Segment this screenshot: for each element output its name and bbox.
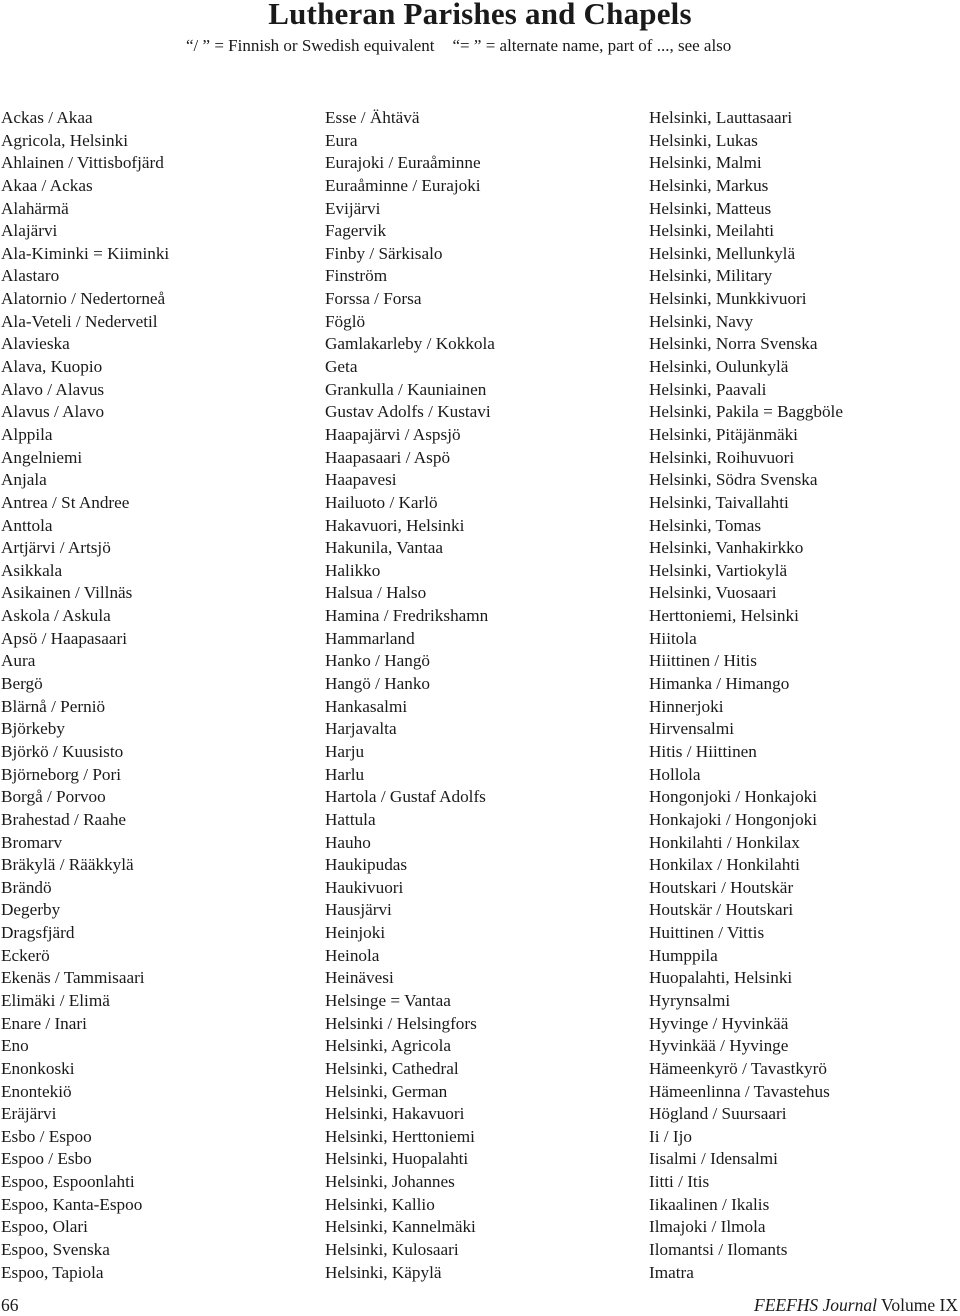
parish-entry: Helsinki, Oulunkylä xyxy=(649,357,789,377)
parish-entry: Ackas / Akaa xyxy=(1,108,93,127)
parish-entry: Björkö / Kuusisto xyxy=(1,741,124,761)
parish-entry: Euraåminne / Eurajoki xyxy=(325,175,481,195)
parish-entry: Heinola xyxy=(325,945,380,965)
parish-entry: Helsinki, Munkkivuori xyxy=(649,289,807,309)
parish-entry: Gamlakarleby / Kokkola xyxy=(325,334,495,354)
parish-entry: Dragsfjärd xyxy=(1,923,75,943)
parish-entry: Blärnå / Perniö xyxy=(1,696,106,716)
parish-entry: Aura xyxy=(1,651,36,671)
parish-entry: Ii / Ijo xyxy=(649,1126,692,1146)
parish-entry: Espoo, Svenska xyxy=(1,1240,110,1260)
parish-column-1 xyxy=(1,107,169,1284)
parish-entry: Gustav Adolfs / Kustavi xyxy=(325,402,491,422)
page-number: 66 xyxy=(1,1295,19,1315)
running-footer xyxy=(754,1294,958,1316)
parish-entry: Imatra xyxy=(649,1262,694,1282)
parish-entry: Hakavuori, Helsinki xyxy=(325,515,465,535)
parish-entry: Elimäki / Elimä xyxy=(1,990,110,1010)
parish-entry: Artjärvi / Artsjö xyxy=(1,538,111,558)
parish-entry: Haapajärvi / Aspsjö xyxy=(325,424,461,444)
parish-entry: Haapasaari / Aspö xyxy=(325,447,451,467)
parish-entry: Halsua / Halso xyxy=(325,583,427,603)
legend-slash-text: = Finnish or Swedish equivalent xyxy=(210,36,435,55)
parish-entry: Bergö xyxy=(1,674,43,694)
parish-entry: Hammarland xyxy=(325,628,415,648)
parish-entry: Hitis / Hiittinen xyxy=(649,741,757,761)
parish-entry: Helsinki, Vartiokylä xyxy=(649,560,788,580)
parish-entry: Degerby xyxy=(1,900,61,920)
parish-entry: Helsinki, Mellunkylä xyxy=(649,243,796,263)
parish-entry: Hiitola xyxy=(649,628,697,648)
parish-entry: Hongonjoki / Honkajoki xyxy=(649,787,818,807)
parish-entry: Ala-Veteli / Nedervetil xyxy=(1,311,158,331)
parish-entry: Esbo / Espoo xyxy=(1,1126,92,1146)
parish-entry: Enare / Inari xyxy=(1,1013,87,1033)
legend xyxy=(186,35,731,57)
parish-entry: Eurajoki / Euraåminne xyxy=(325,153,481,173)
parish-entry: Alavus / Alavo xyxy=(1,402,105,422)
parish-entry: Helsinki, Meilahti xyxy=(649,221,775,241)
parish-entry: Helsinki, Kulosaari xyxy=(325,1240,459,1260)
parish-entry: Houtskär / Houtskari xyxy=(649,900,794,920)
parish-entry: Himanka / Himango xyxy=(649,674,790,694)
parish-entry: Helsinki, Taivallahti xyxy=(649,492,789,512)
parish-entry: Evijärvi xyxy=(325,198,381,218)
parish-entry: Asikainen / Villnäs xyxy=(1,583,133,603)
parish-entry: Helsinki, Markus xyxy=(649,175,769,195)
parish-entry: Alahärmä xyxy=(1,198,69,218)
parish-entry: Huopalahti, Helsinki xyxy=(649,968,793,988)
parish-entry: Helsinki, Lauttasaari xyxy=(649,108,793,127)
parish-entry: Helsinki, Käpylä xyxy=(325,1262,442,1282)
parish-entry: Ilmajoki / Ilmola xyxy=(649,1217,766,1237)
parish-entry: Enonkoski xyxy=(1,1058,75,1078)
parish-entry: Helsinki, Huopalahti xyxy=(325,1149,469,1169)
parish-entry: Alppila xyxy=(1,424,53,444)
parish-entry: Harju xyxy=(325,741,365,761)
parish-entry: Fagervik xyxy=(325,221,387,241)
parish-entry: Hinnerjoki xyxy=(649,696,724,716)
parish-entry: Iitti / Itis xyxy=(649,1172,710,1192)
parish-entry: Bräkylä / Rääkkylä xyxy=(1,855,134,875)
parish-entry: Anttola xyxy=(1,515,53,535)
parish-entry: Ahlainen / Vittisbofjärd xyxy=(1,153,164,173)
parish-entry: Hiittinen / Hitis xyxy=(649,651,757,671)
parish-entry: Honkajoki / Hongonjoki xyxy=(649,809,818,829)
parish-entry: Helsinki, Vanhakirkko xyxy=(649,538,804,558)
parish-entry: Hailuoto / Karlö xyxy=(325,492,438,512)
parish-entry: Alajärvi xyxy=(1,221,58,241)
parish-column-3 xyxy=(649,107,843,1284)
parish-entry: Espoo, Olari xyxy=(1,1217,88,1237)
parish-entry: Hartola / Gustaf Adolfs xyxy=(325,787,486,807)
parish-entry: Huittinen / Vittis xyxy=(649,923,765,943)
parish-entry: Helsinki, Military xyxy=(649,266,773,286)
parish-entry: Helsinki, Tomas xyxy=(649,515,762,535)
parish-entry: Brändö xyxy=(1,877,52,897)
parish-entry: Brahestad / Raahe xyxy=(1,809,127,829)
parish-entry: Hyrynsalmi xyxy=(649,990,731,1010)
parish-entry: Hämeenkyrö / Tavastkyrö xyxy=(649,1058,827,1078)
parish-entry: Föglö xyxy=(325,311,366,331)
parish-entry: Hausjärvi xyxy=(325,900,392,920)
parish-entry: Finby / Särkisalo xyxy=(325,243,443,263)
parish-entry: Halikko xyxy=(325,560,381,580)
legend-slash-symbol: “/ ” xyxy=(186,36,211,55)
parish-entry: Herttoniemi, Helsinki xyxy=(649,606,799,626)
parish-entry: Helsinki, Matteus xyxy=(649,198,772,218)
parish-entry: Helsinki, Herttoniemi xyxy=(325,1126,475,1146)
parish-entry: Borgå / Porvoo xyxy=(1,787,106,807)
parish-entry: Ilomantsi / Ilomants xyxy=(649,1240,788,1260)
parish-entry: Helsinki, Hakavuori xyxy=(325,1104,465,1124)
parish-entry: Helsinki / Helsingfors xyxy=(325,1013,477,1033)
parish-entry: Hankasalmi xyxy=(325,696,408,716)
parish-entry: Eno xyxy=(1,1036,29,1056)
parish-entry: Helsinki, Södra Svenska xyxy=(649,470,818,490)
parish-entry: Apsö / Haapasaari xyxy=(1,628,127,648)
parish-entry: Helsinki, Roihuvuori xyxy=(649,447,795,467)
parish-entry: Alastaro xyxy=(1,266,60,286)
parish-entry: Helsinki, Kallio xyxy=(325,1194,435,1214)
parish-entry: Helsinki, Johannes xyxy=(325,1172,455,1192)
parish-entry: Akaa / Ackas xyxy=(1,175,93,195)
parish-entry: Esse / Ähtävä xyxy=(325,108,420,127)
parish-entry: Anjala xyxy=(1,470,47,490)
parish-entry: Hanko / Hangö xyxy=(325,651,431,671)
parish-entry: Haapavesi xyxy=(325,470,397,490)
parish-entry: Helsinki, Navy xyxy=(649,311,754,331)
parish-entry: Hattula xyxy=(325,809,376,829)
parish-entry: Heinjoki xyxy=(325,923,386,943)
parish-entry: Finström xyxy=(325,266,388,286)
parish-entry: Eräjärvi xyxy=(1,1104,57,1124)
parish-entry: Espoo, Espoonlahti xyxy=(1,1172,135,1192)
parish-entry: Alavieska xyxy=(1,334,70,354)
parish-entry: Alatornio / Nedertorneå xyxy=(1,289,166,309)
parish-entry: Hangö / Hanko xyxy=(325,674,431,694)
parish-entry: Helsinki, Agricola xyxy=(325,1036,452,1056)
parish-entry: Bromarv xyxy=(1,832,63,852)
parish-entry: Helsinki, Pitäjänmäki xyxy=(649,424,798,444)
parish-entry: Hyvinge / Hyvinkää xyxy=(649,1013,789,1033)
legend-equals-text: = alternate name, part of ..., see also xyxy=(481,36,732,55)
parish-entry: Askola / Askula xyxy=(1,606,111,626)
parish-entry: Grankulla / Kauniainen xyxy=(325,379,487,399)
parish-entry: Angelniemi xyxy=(1,447,83,467)
parish-entry: Björneborg / Pori xyxy=(1,764,121,784)
parish-entry: Haukivuori xyxy=(325,877,404,897)
parish-entry: Espoo, Kanta-Espoo xyxy=(1,1194,143,1214)
page-title: Lutheran Parishes and Chapels xyxy=(268,0,692,31)
parish-entry: Helsinki, Kannelmäki xyxy=(325,1217,476,1237)
parish-entry: Geta xyxy=(325,357,358,377)
parish-entry: Iikaalinen / Ikalis xyxy=(649,1194,770,1214)
parish-entry: Antrea / St Andree xyxy=(1,492,130,512)
parish-entry: Houtskari / Houtskär xyxy=(649,877,794,897)
parish-entry: Honkilahti / Honkilax xyxy=(649,832,800,852)
parish-entry: Humppila xyxy=(649,945,718,965)
parish-entry: Alavo / Alavus xyxy=(1,379,105,399)
journal-volume: Volume IX xyxy=(876,1295,958,1315)
parish-entry: Hollola xyxy=(649,764,701,784)
parish-entry: Asikkala xyxy=(1,560,63,580)
parish-entry: Helsinki, Lukas xyxy=(649,130,758,150)
parish-entry: Enontekiö xyxy=(1,1081,72,1101)
journal-name: FEEFHS Journal xyxy=(754,1295,877,1315)
parish-entry: Helsinge = Vantaa xyxy=(325,990,451,1010)
parish-entry: Espoo / Esbo xyxy=(1,1149,92,1169)
parish-column-2 xyxy=(325,107,495,1284)
parish-entry: Helsinki, Malmi xyxy=(649,153,762,173)
parish-entry: Haukipudas xyxy=(325,855,408,875)
parish-entry: Heinävesi xyxy=(325,968,394,988)
parish-entry: Björkeby xyxy=(1,719,65,739)
parish-entry: Helsinki, Vuosaari xyxy=(649,583,777,603)
parish-entry: Agricola, Helsinki xyxy=(1,130,128,150)
parish-entry: Hyvinkää / Hyvinge xyxy=(649,1036,789,1056)
parish-entry: Helsinki, Cathedral xyxy=(325,1058,459,1078)
parish-entry: Alava, Kuopio xyxy=(1,357,103,377)
parish-entry: Helsinki, German xyxy=(325,1081,448,1101)
parish-entry: Hamina / Fredrikshamn xyxy=(325,606,489,626)
parish-entry: Eura xyxy=(325,130,358,150)
parish-entry: Hauho xyxy=(325,832,371,852)
parish-entry: Hirvensalmi xyxy=(649,719,734,739)
parish-entry: Espoo, Tapiola xyxy=(1,1262,104,1282)
parish-entry: Eckerö xyxy=(1,945,50,965)
parish-entry: Forssa / Forsa xyxy=(325,289,422,309)
legend-equals-symbol: “= ” xyxy=(452,36,482,55)
parish-entry: Ekenäs / Tammisaari xyxy=(1,968,145,988)
parish-entry: Helsinki, Paavali xyxy=(649,379,767,399)
parish-entry: Harlu xyxy=(325,764,365,784)
parish-entry: Harjavalta xyxy=(325,719,397,739)
parish-entry: Honkilax / Honkilahti xyxy=(649,855,800,875)
parish-entry: Ala-Kiminki = Kiiminki xyxy=(1,243,170,263)
parish-entry: Hämeenlinna / Tavastehus xyxy=(649,1081,830,1101)
parish-entry: Helsinki, Pakila = Baggböle xyxy=(649,402,843,422)
parish-entry: Högland / Suursaari xyxy=(649,1104,787,1124)
parish-entry: Hakunila, Vantaa xyxy=(325,538,444,558)
parish-entry: Iisalmi / Idensalmi xyxy=(649,1149,778,1169)
parish-entry: Helsinki, Norra Svenska xyxy=(649,334,818,354)
